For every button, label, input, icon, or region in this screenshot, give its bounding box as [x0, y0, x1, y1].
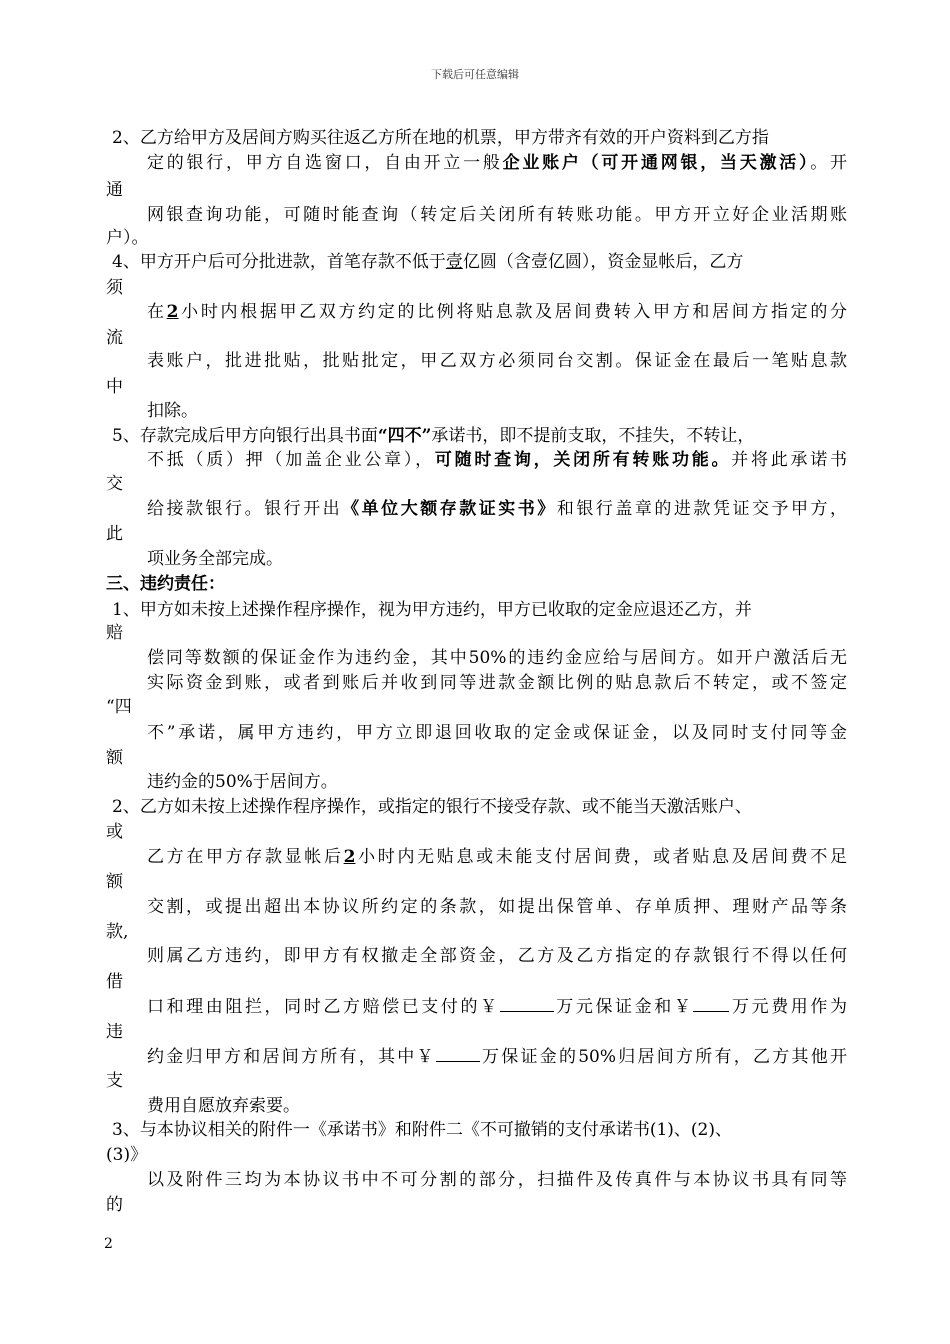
breach-2-line-7: 费用自愿放弃索要。: [147, 1096, 300, 1116]
breach-2-overflow-5: 违: [106, 1022, 123, 1042]
clause-2-overflow-2: 户）。: [106, 228, 149, 248]
breach-3-overflow-2: 的: [106, 1195, 123, 1215]
clause-4-overflow-1: 须: [106, 278, 123, 298]
text-span: 定的银行，甲方自选窗口，自由开立一般: [147, 153, 503, 173]
breach-1-line-1: 1、甲方如未按上述操作程序操作，视为甲方违约，甲方已收取的定金应退还乙方，并: [112, 600, 752, 620]
clause-4-line-3: 表账户，批进批贴，批贴批定，甲乙双方必须同台交割。保证金在最后一笔贴息款: [147, 351, 847, 371]
breach-1-overflow-1: 赔: [106, 623, 123, 643]
underlined-span: 壹: [445, 252, 463, 272]
breach-1-overflow-3: 额: [106, 748, 123, 768]
clause-5-line-3: [147, 499, 847, 519]
clause-4-overflow-3: 中: [106, 377, 123, 397]
blank-amount-field: [436, 1046, 480, 1062]
text-span: 。开: [810, 153, 848, 173]
breach-2-line-5: [147, 996, 847, 1017]
clause-4-overflow-2: 流: [106, 328, 123, 348]
blank-amount-field: [693, 996, 729, 1012]
breach-1-line-5: 违约金的50%于居间方。: [147, 772, 338, 792]
breach-2-overflow-1: 或: [106, 822, 123, 842]
breach-1-line-4: 不”承诺，属甲方违约，甲方立即退回收取的定金或保证金，以及同时支付同等金: [147, 723, 847, 743]
breach-1-line-3: 实际资金到账，或者到账后并收到同等进款金额比例的贴息款后不转定，或不签定: [147, 673, 847, 693]
text-span: 不抵（质）押（加盖企业公章），: [147, 450, 435, 470]
clause-2-overflow-1: 通: [106, 180, 123, 200]
text-span: 万元费用作为: [729, 997, 847, 1017]
section-3-heading: 三、违约责任：: [106, 574, 225, 594]
bold-span: 企业账户（可开通网银，当天激活）: [502, 153, 811, 173]
text-span: 并将此承诺书: [731, 450, 848, 470]
bold-span: 《单位大额存款证实书》: [342, 499, 557, 519]
text-span: 小时内无贴息或未能支付居间费，或者贴息及居间费不足: [355, 847, 848, 867]
clause-5-overflow-2: 此: [106, 524, 123, 544]
bold-underlined-span: 2: [343, 847, 356, 867]
text-span: 亿圆（含壹亿圆），资金显帐后，乙方: [462, 252, 744, 272]
breach-2-line-2: [147, 847, 847, 867]
breach-2-line-6: [147, 1046, 847, 1067]
breach-1-overflow-2: “四: [106, 697, 132, 717]
clause-2-line-2: [147, 153, 847, 173]
clause-5-overflow-1: 交: [106, 474, 123, 494]
breach-3-line-2: 以及附件三均为本协议书中不可分割的部分，扫描件及传真件与本协议书具有同等: [147, 1170, 847, 1190]
clause-4-line-2: [147, 302, 847, 322]
breach-2-overflow-4: 借: [106, 972, 123, 992]
text-span: 承诺书，即不提前支取，不挂失，不转让，: [431, 426, 755, 446]
page-number: 2: [104, 1236, 113, 1252]
blank-amount-field: [500, 996, 554, 1012]
bold-span: 可随时查询，关闭所有转账功能。: [434, 450, 732, 470]
breach-2-line-3: 交割，或提出超出本协议所约定的条款，如提出保管单、存单质押、理财产品等条: [147, 897, 847, 917]
text-span: 约金归甲方和居间方所有，其中￥: [147, 1047, 436, 1067]
text-span: 乙方在甲方存款显帐后: [147, 847, 344, 867]
clause-4-line-4: 扣除。: [147, 401, 198, 421]
text-span: 口和理由阻拦，同时乙方赔偿已支付的￥: [147, 997, 500, 1017]
breach-3-overflow-1: (3)》: [106, 1145, 148, 1165]
clause-5-line-1: [112, 426, 847, 446]
text-span: 4、甲方开户后可分批进款，首笔存款不低于: [112, 252, 446, 272]
breach-3-line-1: 3、与本协议相关的附件一《承诺书》和附件二《不可撤销的支付承诺书(1)、(2)、: [112, 1120, 732, 1140]
clause-5-line-2: [147, 450, 847, 470]
text-span: 万元保证金和￥: [553, 997, 694, 1017]
breach-2-overflow-2: 额: [106, 872, 123, 892]
page-header: 下载后可任意编辑: [431, 68, 519, 81]
clause-2-line-3: 网银查询功能，可随时能查询（转定后关闭所有转账功能。甲方开立好企业活期账: [147, 205, 847, 225]
breach-2-overflow-6: 支: [106, 1071, 123, 1091]
text-span: 和银行盖章的进款凭证交予甲方，: [556, 499, 848, 519]
text-span: 小时内根据甲乙双方约定的比例将贴息款及居间费转入甲方和居间方指定的分: [178, 302, 848, 322]
text-span: 给接款银行。银行开出: [147, 499, 343, 519]
clause-2-line-1: 2、乙方给甲方及居间方购买往返乙方所在地的机票，甲方带齐有效的开户资料到乙方指: [112, 128, 769, 148]
breach-2-line-1: 2、乙方如未按上述操作程序操作，或指定的银行不接受存款、或不能当天激活账户、: [112, 797, 752, 817]
breach-1-line-2: 偿同等数额的保证金作为违约金，其中50%的违约金应给与居间方。如开户激活后无: [147, 648, 847, 668]
text-span: 在: [147, 302, 167, 322]
bold-span: “四不”: [377, 426, 432, 446]
clause-4-line-1: [112, 252, 847, 272]
breach-2-overflow-3: 款,: [106, 922, 129, 942]
text-span: 万保证金的50%归居间方所有，乙方其他开: [479, 1047, 847, 1067]
bold-underlined-span: 2: [166, 302, 179, 322]
text-span: 5、存款完成后甲方向银行出具书面: [112, 426, 378, 446]
clause-5-line-4: 项业务全部完成。: [147, 549, 283, 569]
breach-2-line-4: 则属乙方违约，即甲方有权撤走全部资金，乙方及乙方指定的存款银行不得以任何: [147, 946, 847, 966]
